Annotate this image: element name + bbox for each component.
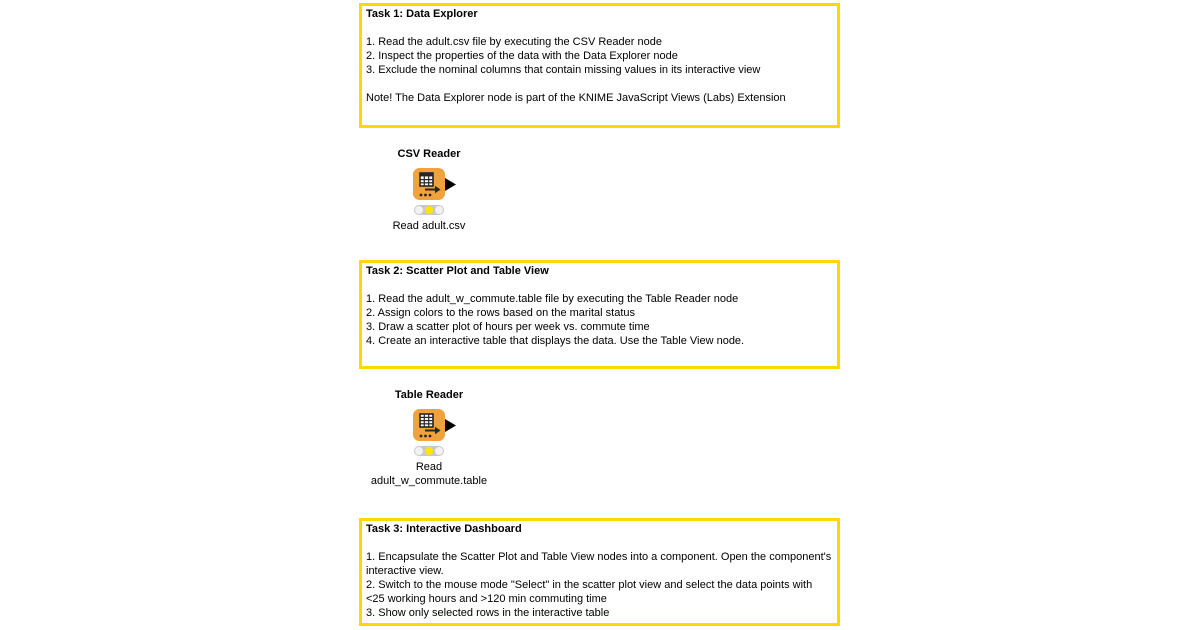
ellipsis-dots-glyph [420,194,432,197]
annotation-note: Note! The Data Explorer node is part of the KNIME JavaScript Views (Labs) Extension [366,92,786,104]
status-dot-green [435,447,443,455]
annotation-line: 1. Encapsulate the Scatter Plot and Table View nodes into a component. Open the component's interactive view. [366,551,832,577]
annotation-line: 1. Read the adult.csv file by executing the CSV Reader node [366,36,662,48]
annotation-line: 1. Read the adult_w_commute.table file by executing the Table Reader node [366,293,739,305]
blank-line [366,77,833,91]
table-reader-node-icon[interactable] [413,409,445,441]
node-comment-line: Read [415,461,443,473]
node-body[interactable] [344,409,514,441]
ellipsis-dots-glyph [420,435,432,438]
annotation-line: 4. Create an interactive table that displays the data. Use the Table View node. [366,335,745,347]
node-comment-label [344,219,514,233]
annotation-line: 3. Draw a scatter plot of hours per week vs. commute time [366,321,650,333]
blank-line [366,278,833,292]
node-name-label: Table Reader [394,389,464,401]
annotation-title: Task 3: Interactive Dashboard [366,523,522,535]
annotation-line: 2. Assign colors to the rows based on the marital status [366,307,636,319]
node-comment-line: Read adult.csv [392,220,466,232]
status-dot-red [415,447,423,455]
blank-line [366,536,833,550]
table-grid-glyph [420,414,433,427]
node-csv-reader[interactable] [344,148,514,233]
annotation-title: Task 2: Scatter Plot and Table View [366,265,549,277]
output-port-icon[interactable] [445,419,456,432]
annotation-line: 3. Exclude the nominal columns that contain missing values in its interactive view [366,64,761,76]
node-status-traffic-light [414,205,444,215]
status-dot-yellow [425,447,433,455]
status-dot-green [435,206,443,214]
csv-reader-node-icon[interactable] [413,168,445,200]
node-status-traffic-light [414,446,444,456]
annotation-title: Task 1: Data Explorer [366,8,478,20]
annotation-line: 2. Switch to the mouse mode "Select" in the scatter plot view and select the data points with <25 working hours and >120 min commuting time [366,579,813,605]
annotation-line: 2. Inspect the properties of the data with the Data Explorer node [366,50,678,62]
node-comment-line: adult_w_commute.table [370,475,488,487]
status-dot-yellow [425,206,433,214]
workflow-annotation-task3[interactable] [359,518,840,626]
node-name-label: CSV Reader [397,148,461,160]
output-port-icon[interactable] [445,178,456,191]
blank-line [366,21,833,35]
node-comment-label [344,460,514,488]
status-dot-red [415,206,423,214]
annotation-line: 3. Show only selected rows in the interactive table [366,607,610,619]
workflow-annotation-task2[interactable] [359,260,840,369]
table-grid-glyph [420,173,433,186]
workflow-annotation-task1[interactable] [359,3,840,128]
node-body[interactable] [344,168,514,200]
node-table-reader[interactable] [344,389,514,488]
